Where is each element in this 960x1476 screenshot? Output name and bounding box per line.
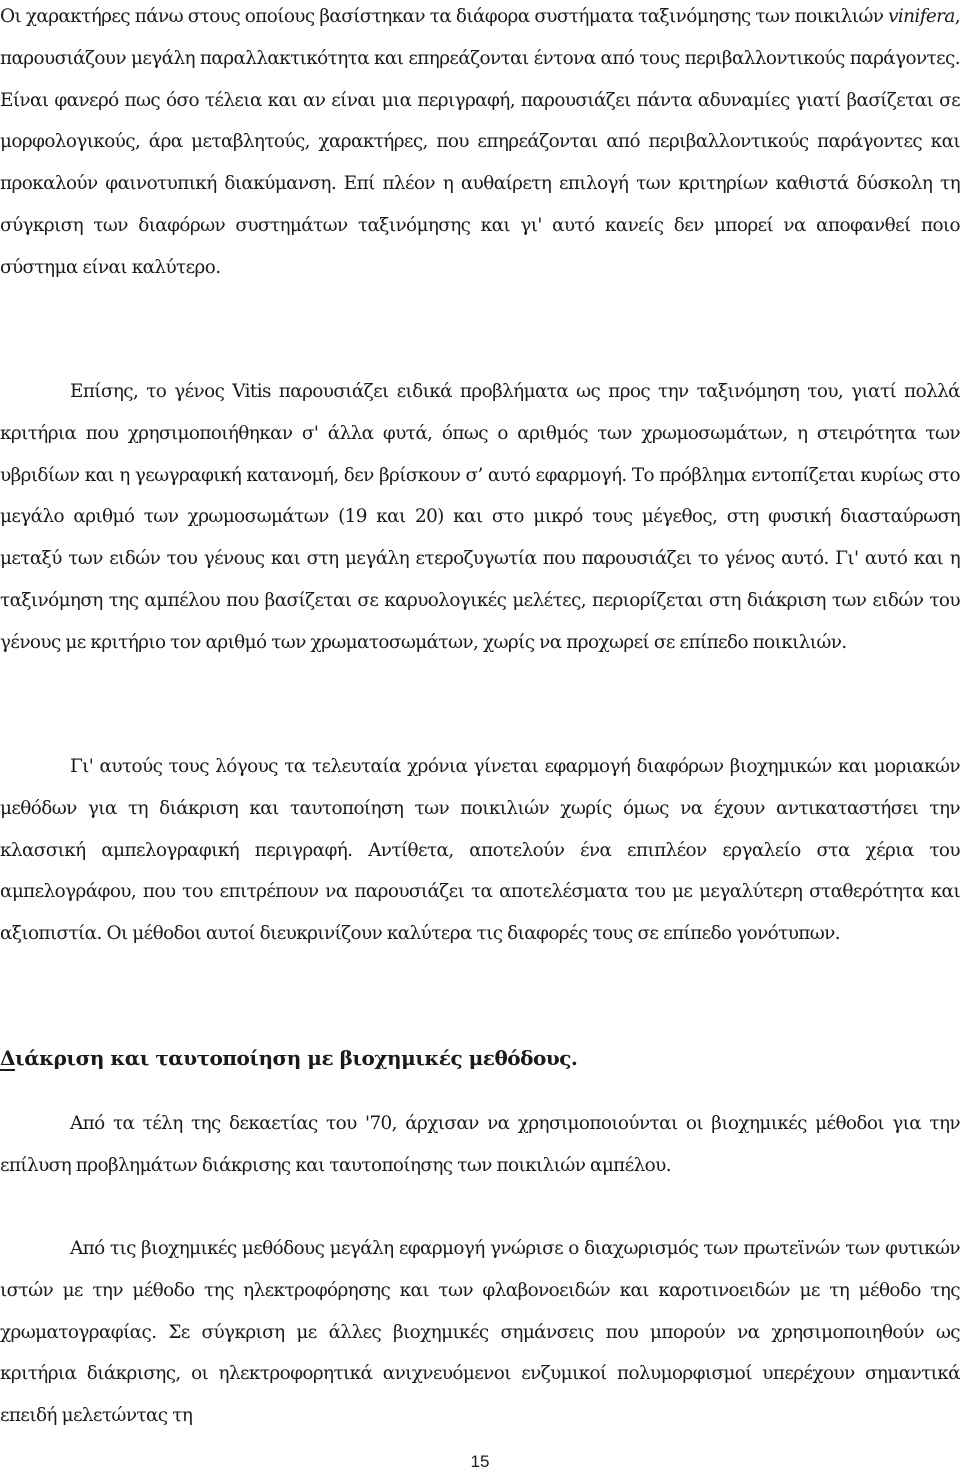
italic-term-vinifera: vinifera xyxy=(888,6,955,27)
section-heading xyxy=(0,1040,577,1076)
text-run: Από τις βιοχημικές μεθόδους μεγάλη εφαρμογή γνώρισε ο διαχωρισμός των πρωτεϊνών των φυτικών ιστών με την μέθοδο της ηλεκτροφόρησης και των φλαβονοειδών και καροτινοειδών με τη μέθοδο της χρωματογραφίας. Σε σύγκριση με άλλες βιοχημικές σημάνσεις που μπορούν να χρησιμοποιηθούν ως κριτήρια διάκρισης, οι ηλεκτροφορητικά ανιχνευόμενοι ενζυμικοί πολυμορφισμοί υπερέχουν σημαντικά επειδή μελετώντας τη xyxy=(0,1238,960,1427)
paragraph-varieties-characteristics xyxy=(0,0,960,289)
paragraph-biochemical-molecular-methods xyxy=(0,746,960,955)
paragraph-vitis-taxonomy xyxy=(0,371,960,664)
heading-text: ιάκριση και ταυτοποίηση με βιοχημικές μεθόδους. xyxy=(15,1046,578,1070)
text-run: Επίσης, το γένος Vitis παρουσιάζει ειδικά προβλήματα ως προς την ταξινόμηση του, γιατί πολλά κριτήρια που χρησιμοποιήθηκαν σ' άλλα φυτά, όπως ο αριθμός των χρωμοσωμάτων, η στειρότητα των υβριδίων και η γεωγραφική κατανομή, δεν βρίσκουν σ’ αυτό εφαρμογή. Το πρόβλημα εντοπίζεται κυρίως στο μεγάλο αριθμό των χρωμοσωμάτων (19 και 20) και στο μικρό τους μέγεθος, στη φυσική διασταύρωση μεταξύ των ειδών του γένους και στη μεγάλη ετεροζυγωτία που παρουσιάζει το γένος αυτό. Γι' αυτό και η ταξινόμηση της αμπέλου που βασίζεται σε καρυολογικές μελέτες, περιορίζεται στη διάκριση των ειδών του γένους με κριτήριο τον αριθμό των χρωματοσωμάτων, χωρίς να προχωρεί σε επίπεδο ποικιλιών. xyxy=(0,381,960,653)
paragraph-seventies-methods xyxy=(0,1103,960,1187)
paragraph-electrophoresis xyxy=(0,1228,960,1437)
text-run: Οι χαρακτήρες πάνω στους οποίους βασίστηκαν τα διάφορα συστήματα ταξινόμησης των ποικιλιών xyxy=(0,6,889,27)
text-run: Γι' αυτούς τους λόγους τα τελευταία χρόνια γίνεται εφαρμογή διαφόρων βιοχημικών και μοριακών μεθόδων για τη διάκριση και ταυτοποίηση των ποικιλιών χωρίς όμως να έχουν αντικαταστήσει την κλασσική αμπελογραφική περιγραφή. Αντίθετα, αποτελούν ένα επιπλέον εργαλείο στα χέρια του αμπελογράφου, που του επιτρέπουν να παρουσιάζει τα αποτελέσματα του με μεγαλύτερη σταθερότητα και αξιοπιστία. Οι μέθοδοι αυτοί διευκρινίζουν καλύτερα τις διαφορές τους σε επίπεδο γονότυπων. xyxy=(0,756,960,945)
heading-first-letter: Δ xyxy=(0,1046,16,1070)
text-run: , παρουσιάζουν μεγάλη παραλλακτικότητα και επηρεάζονται έντονα από τους περιβαλλοντικούς παράγοντες. Είναι φανερό πως όσο τέλεια και αν είναι μια περιγραφή, παρουσιάζει πάντα αδυναμίες γιατί βασίζεται σε μορφολογικούς, άρα μεταβλητούς, χαρακτήρες, που επηρεάζονται από περιβαλλοντικούς παράγοντες και προκαλούν φαινοτυπική διακύμανση. Επί πλέον η αυθαίρετη επιλογή των κριτηρίων καθιστά δύσκολη τη σύγκριση των διαφόρων συστημάτων ταξινόμησης και γι' αυτό κανείς δεν μπορεί να αποφανθεί ποιο σύστημα είναι καλύτερο. xyxy=(0,6,960,278)
text-run: Από τα τέλη της δεκαετίας του '70, άρχισαν να χρησιμοποιούνται οι βιοχημικές μέθοδοι για την επίλυση προβλημάτων διάκρισης και ταυτοποίησης των ποικιλιών αμπέλου. xyxy=(0,1113,960,1176)
page-number: 15 xyxy=(470,1452,490,1471)
